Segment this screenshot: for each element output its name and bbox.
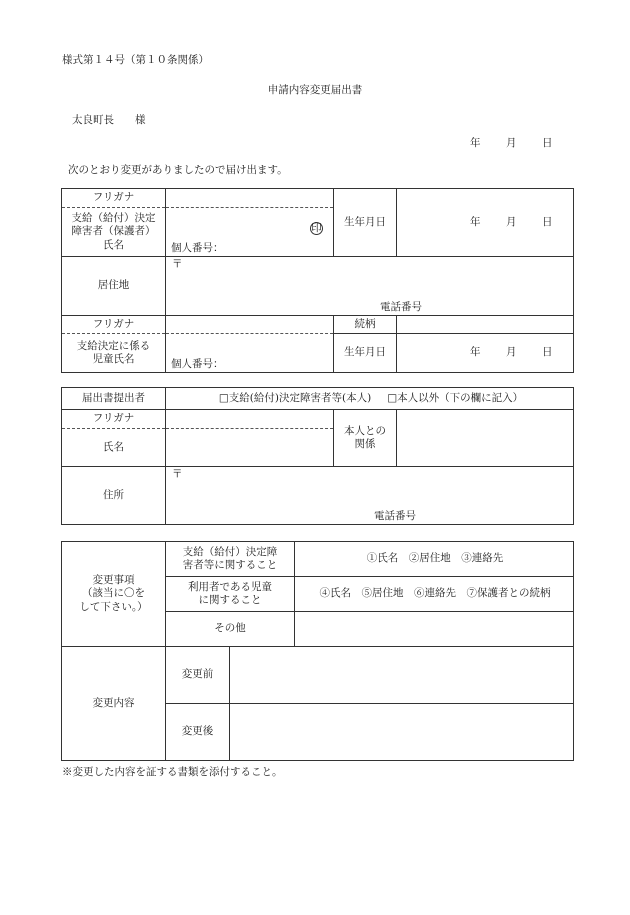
child-label-line1: 支給決定に係る [76, 339, 151, 352]
submitter-options [166, 388, 574, 410]
date-year: 年 [470, 137, 481, 149]
change-content-label: 変更内容 [62, 647, 166, 761]
child-name-label [62, 334, 166, 373]
before-field[interactable] [230, 647, 574, 704]
date-month: 月 [506, 137, 517, 149]
submitter-furigana-field[interactable] [166, 410, 334, 429]
form-number: 様式第１４号（第１０条関係） [62, 54, 209, 66]
birthdate-field[interactable] [397, 189, 574, 257]
birthdate-label: 生年月日 [334, 189, 397, 257]
personal-number-label: 個人番号： [171, 241, 224, 254]
after-field[interactable] [230, 704, 574, 761]
child-options[interactable]: ④氏名 ⑤居住地 ⑥連絡先 ⑦保護者との続柄 [295, 577, 574, 612]
child-birthdate-field[interactable] [397, 334, 574, 373]
change-item-line1: 変更事項 [92, 574, 135, 587]
submitter-phone-label: 電話番号 [374, 509, 416, 522]
recipient-options[interactable]: ①氏名 ②居住地 ③連絡先 [295, 542, 574, 577]
child-furigana-label: フリガナ [62, 316, 166, 334]
before-label: 変更前 [166, 647, 230, 704]
address-label: 居住地 [62, 257, 166, 316]
about-child-label [166, 577, 295, 612]
relationship-field[interactable] [397, 316, 574, 334]
after-label: 変更後 [166, 704, 230, 761]
submitter-address-label: 住所 [62, 467, 166, 525]
submission-date[interactable] [470, 135, 553, 150]
submitter-address-field[interactable] [166, 467, 574, 525]
child-furigana-field[interactable] [166, 316, 334, 334]
child-personal-number-label: 個人番号： [171, 357, 224, 370]
recipient-label-line1: 支給（給付）決定 [71, 212, 156, 225]
birth-month: 月 [506, 215, 517, 228]
change-item-line2: （該当に〇を [82, 587, 145, 600]
birth-day: 日 [542, 215, 553, 228]
relation-field[interactable] [397, 410, 574, 467]
postal-mark: 〒 [172, 258, 183, 270]
child-birthdate-label: 生年月日 [334, 334, 397, 373]
change-item-label [62, 542, 166, 647]
address-field[interactable] [166, 257, 574, 316]
date-day: 日 [542, 137, 553, 149]
submitter-furigana-label: フリガナ [62, 410, 166, 429]
submitter-name-label: 氏名 [62, 429, 166, 467]
recipient-label-line2: 障害者（保護者） [71, 225, 156, 238]
furigana-label: フリガナ [62, 189, 166, 208]
about-child-line2: に関すること [198, 594, 262, 606]
child-birth-day: 日 [542, 346, 553, 359]
option-self-checkbox[interactable]: □支給(給付)決定障害者等(本人) [218, 391, 372, 404]
recipient-name-field[interactable] [166, 208, 334, 257]
relation-label-line2: 関係 [354, 438, 376, 450]
recipient-table [61, 188, 574, 373]
phone-label: 電話番号 [380, 300, 422, 313]
relationship-label: 続柄 [334, 316, 397, 334]
submitter-name-field[interactable] [166, 429, 334, 467]
about-recipient-line1: 支給（給付）決定障 [182, 545, 278, 558]
change-item-line3: して下さい。） [79, 600, 148, 613]
other-label: その他 [166, 612, 295, 647]
about-recipient-label [166, 542, 295, 577]
submitter-postal-mark: 〒 [172, 468, 183, 480]
relation-label-line1: 本人との [344, 424, 386, 437]
page-title: 申請内容変更届出書 [267, 84, 363, 96]
recipient-name-label [62, 208, 166, 257]
change-table [61, 541, 574, 761]
relation-label [334, 410, 397, 467]
submitter-label: 届出書提出者 [62, 388, 166, 410]
seal-mark: 印 [311, 222, 322, 234]
child-birth-month: 月 [506, 346, 517, 359]
option-other-checkbox[interactable]: □本人以外（下の欄に記入） [387, 391, 524, 404]
birth-year: 年 [470, 215, 481, 228]
about-child-line1: 利用者である児童 [188, 580, 272, 593]
footer-note: ※変更した内容を証する書類を添付すること。 [62, 766, 283, 778]
intro-text: 次のとおり変更がありましたので届け出ます。 [68, 164, 288, 176]
child-birth-year: 年 [470, 346, 481, 359]
child-name-field[interactable] [166, 334, 334, 373]
furigana-field[interactable] [166, 189, 334, 208]
recipient-label-line3: 氏名 [103, 238, 124, 251]
addressee: 太良町長 様 [72, 114, 146, 126]
child-label-line2: 児童氏名 [92, 353, 135, 365]
other-field[interactable] [295, 612, 574, 647]
about-recipient-line2: 害者等に関すること [182, 559, 278, 571]
submitter-table [61, 387, 574, 525]
